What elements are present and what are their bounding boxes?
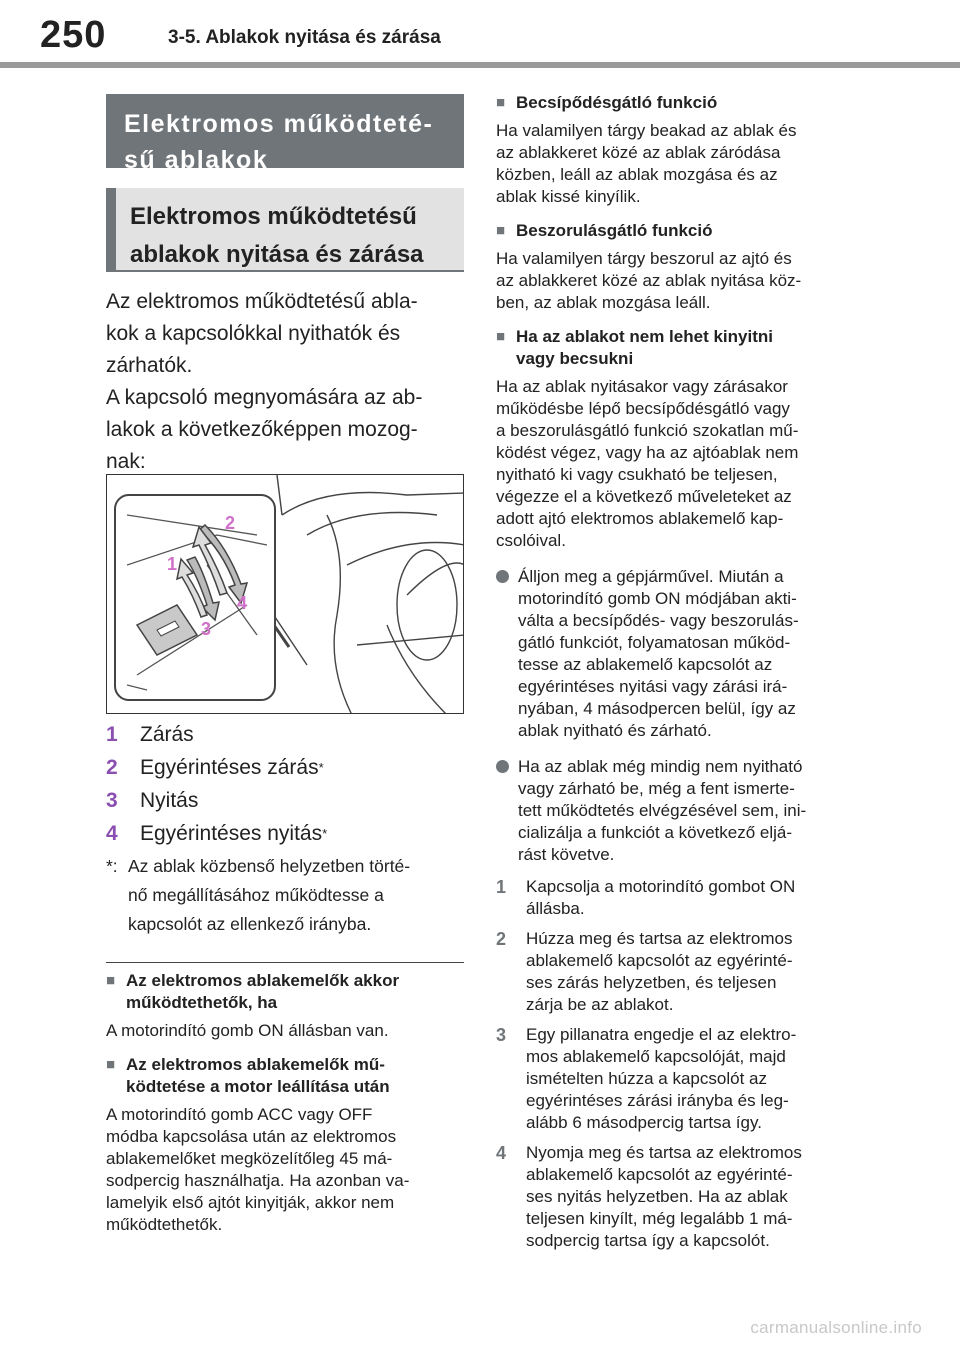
info-section-title — [106, 1054, 464, 1098]
legend-item — [106, 718, 464, 751]
step-line: ses zárás helyzetben, és teljesen — [526, 973, 777, 992]
header-rule — [0, 62, 960, 68]
section-title-box — [106, 94, 464, 174]
body-line: Ha valamilyen tárgy beakad az ablak és — [496, 121, 797, 140]
bullet-line: tesse az ablakemelő kapcsolót az — [518, 655, 773, 674]
step-line: alább 6 másodpercig tartsa így. — [526, 1113, 762, 1132]
section-title-line: sű ablakok — [124, 146, 269, 174]
section-title-line: Elektromos működteté- — [124, 110, 434, 138]
body-line: A motorindító gomb ACC vagy OFF — [106, 1105, 373, 1124]
subsection-title-line: ablakok nyitása és zárása — [130, 241, 424, 268]
figure-label-4: 4 — [237, 593, 248, 613]
page-header — [0, 0, 960, 80]
square-bullet-icon: ■ — [496, 222, 506, 239]
body-line: sodpercig használhatja. Ha azonban va- — [106, 1171, 410, 1190]
step-line: zárja be az ablakot. — [526, 995, 674, 1014]
title-line: Az elektromos ablakemelők mű- — [126, 1055, 385, 1074]
page-number: 250 — [40, 14, 107, 56]
step-line: egyérintéses zárási irányba és leg- — [526, 1091, 789, 1110]
legend-text: Egyérintéses zárás — [140, 756, 319, 779]
step-number: 1 — [496, 877, 507, 897]
step-line: ablakemelő kapcsolót az egyérinté- — [526, 951, 793, 970]
footnote-line: nő megállításához működtesse a — [128, 885, 384, 905]
title-line: Az elektromos ablakemelők akkor — [126, 971, 400, 990]
square-bullet-icon: ■ — [106, 972, 116, 989]
right-column — [496, 92, 856, 1252]
subsection-title-line: Elektromos működtetésű — [130, 203, 417, 230]
body-line: ködést végez, vagy ha az ajtóablak nem — [496, 443, 799, 462]
info-section-body — [496, 248, 856, 314]
bullet-item — [496, 756, 856, 866]
legend-item — [106, 817, 464, 850]
step-line: ismételten húzza a kapcsolót az — [526, 1069, 767, 1088]
title-line: vagy becsukni — [516, 349, 634, 368]
square-bullet-icon: ■ — [496, 94, 506, 111]
body-line: ablak kissé kinyílik. — [496, 187, 641, 206]
intro-paragraph — [106, 286, 464, 478]
bullet-line: ablak nyitható és zárható. — [518, 721, 712, 740]
info-section — [106, 1054, 464, 1236]
step-line: ablakemelő kapcsolót az egyérinté- — [526, 1165, 793, 1184]
title-line: Becsípődésgátló funkció — [516, 93, 718, 112]
title-line: Ha az ablakot nem lehet kinyitni — [516, 327, 773, 346]
title-line: ködtetése a motor leállítása után — [126, 1077, 390, 1096]
body-line: működtethetők. — [106, 1215, 223, 1234]
left-lower-sections — [106, 970, 464, 1244]
info-section-body — [496, 120, 856, 208]
bullet-line: vagy zárható be, még a fent ismerte- — [518, 779, 795, 798]
info-section-body — [106, 1020, 464, 1042]
step-line: ses nyitás helyzetben. Ha az ablak — [526, 1187, 788, 1206]
intro-line: lakok a következőképpen mozog- — [106, 418, 418, 441]
bullet-line: cializálja a funkciót a következő eljá- — [518, 823, 793, 842]
bullet-line: nyában, 4 másodpercen belül, így az — [518, 699, 796, 718]
footnote-mark: *: — [106, 856, 118, 876]
bullet-line: tett működtetés elvégzésével sem, ini- — [518, 801, 807, 820]
body-line: ablakemelőket megközelítőleg 45 má- — [106, 1149, 393, 1168]
info-section-title — [496, 220, 856, 242]
square-bullet-icon: ■ — [106, 1056, 116, 1073]
step-line: Nyomja meg és tartsa az elektromos — [526, 1143, 802, 1162]
footnote — [106, 852, 464, 939]
intro-line: nak: — [106, 450, 146, 473]
footnote-line: Az ablak közbenső helyzetben törté- — [128, 856, 411, 876]
body-line: módba kapcsolása után az elektromos — [106, 1127, 397, 1146]
info-section-body — [106, 1104, 464, 1236]
square-bullet-icon: ■ — [496, 328, 506, 345]
info-section-title — [496, 326, 856, 370]
body-line: A motorindító gomb ON állásban van. — [106, 1021, 389, 1040]
bullet-item — [496, 566, 856, 742]
step-line: állásba. — [526, 899, 585, 918]
legend-text: Nyitás — [140, 789, 199, 812]
figure-legend — [106, 718, 464, 939]
intro-line: kok a kapcsolókkal nyithatók és — [106, 322, 401, 345]
bullet-line: válta a becsípődés- vagy beszorulás- — [518, 611, 799, 630]
chapter-title: 3-5. Ablakok nyitása és zárása — [168, 27, 441, 48]
step-line: teljesen kinyílt, még legalább 1 má- — [526, 1209, 793, 1228]
watermark[interactable]: carmanualsonline.info — [750, 1318, 922, 1337]
intro-line: Az elektromos működtetésű abla- — [106, 290, 418, 313]
window-switch-drawing — [107, 475, 464, 714]
step-item — [496, 1142, 856, 1252]
body-line: Ha valamilyen tárgy beszorul az ajtó és — [496, 249, 792, 268]
legend-item — [106, 784, 464, 817]
figure-label-1: 1 — [167, 554, 178, 574]
step-item — [496, 1024, 856, 1134]
intro-line: A kapcsoló megnyomására az ab- — [106, 386, 423, 409]
legend-text: Zárás — [140, 723, 194, 746]
body-line: nyitható ki vagy csukható be teljesen, — [496, 465, 778, 484]
bullet-line: gátló funkciót, folyamatosan működ- — [518, 633, 791, 652]
footnote-line: kapcsolót az ellenkező irányba. — [128, 914, 372, 934]
body-line: végezze el a következő műveleteket az — [496, 487, 792, 506]
step-line: Kapcsolja a motorindító gombot ON — [526, 877, 796, 896]
step-number: 4 — [496, 1143, 507, 1163]
bullet-line: Álljon meg a gépjárművel. Miután a — [518, 567, 784, 586]
info-section — [496, 326, 856, 552]
legend-number: 3 — [106, 789, 118, 812]
body-line: a beszorulásgátló funkció szokatlan mű- — [496, 421, 799, 440]
subsection-title-box — [106, 188, 464, 272]
info-section — [496, 92, 856, 208]
legend-number: 2 — [106, 756, 118, 779]
legend-number: 4 — [106, 822, 118, 845]
interior-lines — [267, 475, 464, 714]
step-line: mos ablakemelő kapcsolóját, majd — [526, 1047, 786, 1066]
body-line: az ablakkeret közé az ablak nyitása köz- — [496, 271, 802, 290]
body-line: csolóival. — [496, 531, 566, 550]
bullet-line: Ha az ablak még mindig nem nyitható — [518, 757, 803, 776]
legend-star: * — [318, 760, 324, 775]
info-section-body — [496, 376, 856, 552]
bullet-line: egyérintéses nyitási vagy zárási irá- — [518, 677, 788, 696]
body-line: közben, leáll az ablak mozgása és az — [496, 165, 778, 184]
window-switch-illustration — [106, 474, 464, 714]
bullet-line: motorindító gomb ON módjában akti- — [518, 589, 797, 608]
legend-star: * — [322, 826, 328, 841]
legend-number: 1 — [106, 723, 118, 746]
info-section-title — [496, 92, 856, 114]
legend-item — [106, 751, 464, 784]
circle-bullet-icon — [496, 566, 518, 742]
step-line: sodpercig tartsa így a kapcsolót. — [526, 1231, 770, 1250]
step-number: 2 — [496, 929, 507, 949]
info-section — [496, 220, 856, 314]
step-line: Egy pillanatra engedje el az elektro- — [526, 1025, 797, 1044]
body-line: adott ajtó elektromos ablakemelő kap- — [496, 509, 784, 528]
body-line: ben, az ablak mozgása leáll. — [496, 293, 711, 312]
title-line: működtethetők, ha — [126, 993, 278, 1012]
body-line: Ha az ablak nyitásakor vagy zárásakor — [496, 377, 788, 396]
step-line: Húzza meg és tartsa az elektromos — [526, 929, 793, 948]
step-item — [496, 928, 856, 1016]
step-item — [496, 876, 856, 920]
bullet-line: rást követve. — [518, 845, 615, 864]
title-line: Beszorulásgátló funkció — [516, 221, 713, 240]
figure-label-2: 2 — [225, 513, 236, 533]
body-line: az ablakkeret közé az ablak záródása — [496, 143, 781, 162]
info-section-title — [106, 970, 464, 1014]
body-line: működésbe lépő becsípődésgátló vagy — [496, 399, 790, 418]
info-section — [106, 970, 464, 1042]
legend-text: Egyérintéses nyitás — [140, 822, 323, 845]
section-divider — [106, 962, 464, 963]
step-number: 3 — [496, 1025, 507, 1045]
figure-label-3: 3 — [201, 619, 212, 639]
body-line: lamelyik első ajtót kinyitják, akkor nem — [106, 1193, 395, 1212]
intro-line: zárhatók. — [106, 354, 193, 377]
left-column — [106, 94, 464, 478]
circle-bullet-icon — [496, 756, 518, 866]
